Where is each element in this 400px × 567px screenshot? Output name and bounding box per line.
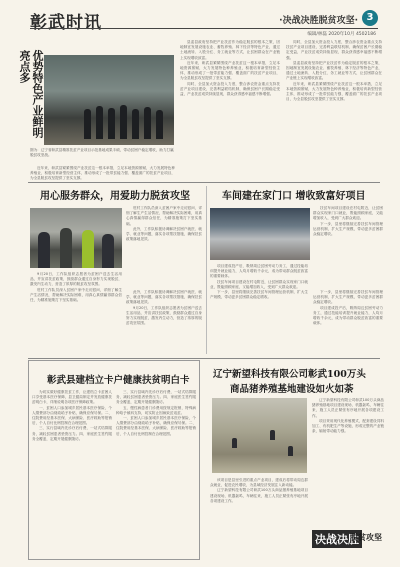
article-d-title-line1: 辽宁新望科技有限公司彰武100万头	[213, 369, 366, 380]
article-b-col3: 下一步，县里将继续完善扶贫车间管理运营机制，扩大生产规模，带动更多贫困群众稳定增收。 项目建成投产后，吸纳周边贫困劳动力务工，通过技能培训提升就业能力，人均月增收千余元，成为带动群众脱贫致富的重要载体。	[313, 290, 383, 326]
section-tag: ·决战决胜脱贫攻坚·	[279, 16, 358, 26]
article-d-col2: 该项目是县里引进的重点产业项目，建成后将带动周边群众就业，促进农民增收，为县域经济发展注入新动能。 辽宁新望科技有限公司彰武100万头商品猪养殖基地项目建设现场，机器轰鸣，车辆往来，施工人员正紧张有序地开展各项建设工作。	[210, 478, 308, 503]
divider-bottom	[28, 358, 380, 359]
footer-stamp: 决战决胜	[312, 530, 362, 548]
article-d-title-line2: 商品猪养殖基地建设如火如荼	[230, 384, 354, 395]
article-d-photo	[212, 398, 307, 473]
header-rule	[30, 28, 378, 29]
top-body-col2: 县委县政府坚持把产业扶贫作为稳定脱贫的根本之策，因地制宜发展设施农业、畜牧养殖、林下经济等特色产业，通过土地流转、入股分红、务工就业等方式，让贫困群众在产业链上实现增收致富。 近年来，彰武县紧紧围绕产业扶贫这一根本举措，立足本地资源禀赋，大力发展特色种养殖业，积极培育新型经营主体，推动形成了一批带贫能力强、覆盖面广的扶贫产业项目，为全县脱贫攻坚提供了坚实支撑。 同时，全县加大资金投入力度，整合涉农资金重点支持扶贫产业项目建设，完善利益联结机制，确保贫困户长期稳定受益，产业扶贫成效持续显现，群众获得感幸福感不断增强。	[180, 40, 280, 97]
article-b-col1: 扶贫车间项目建设在村屯附近，让贫困群众实现家门口就业，既能照顾家庭，又能增加收入，受到广大群众欢迎。 下一步，县里将继续完善扶贫车间管理运营机制，扩大生产规模，带动更多贫困群众稳定增收。	[313, 206, 383, 237]
divider-vertical-mid	[206, 186, 207, 354]
footer-label: 脱贫攻坚	[350, 532, 382, 542]
article-c-title: 彰武县建档立卡户健康扶贫明白卡	[47, 375, 190, 386]
top-body-col1: 近年来，彰武县紧紧围绕产业扶贫这一根本举措，立足本地资源禀赋，大力发展特色种养殖业，积极培育新型经营主体，推动形成了一批带贫能力强、覆盖面广的扶贫产业项目，为全县脱贫攻坚提供了坚实支撑。	[30, 166, 175, 180]
divider-top	[28, 182, 380, 183]
top-photo-caption: 图为：辽宁省彰武县精准扶贫产业项目示范基地成果丰硕，带动贫困户稳定增收，助力打赢脱贫攻坚战。	[30, 148, 174, 157]
page-number-badge: 3	[362, 10, 378, 26]
photo-figures	[84, 103, 164, 139]
article-b-photo	[210, 208, 310, 260]
article-a-col2: 9月20日，工作队组织志愿者为贫困户送去生活用品，并宣讲扶贫政策，鼓励群众通过自身努力实现脱贫，激发内生动力，营造了浓厚的脱贫攻坚氛围。 驻村工作队员深入贫困户家中走访慰问，详细了解生产生活情况，帮助解决实际困难，用真心真情赢得群众信任，为精准施策打下坚实基础。	[30, 272, 122, 303]
top-body-col3: 同时，全县加大资金投入力度，整合涉农资金重点支持扶贫产业项目建设，完善利益联结机制，确保贫困户长期稳定受益，产业扶贫成效持续显现，群众获得感幸福感不断增强。 县委县政府坚持把产业扶贫作为稳定脱贫的根本之策，因地制宜发展设施农业、畜牧养殖、林下经济等特色产业，通过土地流转、入股分红、务工就业等方式，让贫困群众在产业链上实现增收致富。 近年来，彰武县紧紧围绕产业扶贫这一根本举措，立足本地资源禀赋，大力发展特色种养殖业，积极培育新型经营主体，推动形成了一批带贫能力强、覆盖面广的扶贫产业项目，为全县脱贫攻坚提供了坚实支撑。	[286, 40, 382, 102]
article-a-col1: 驻村工作队员深入贫困户家中走访慰问，详细了解生产生活情况，帮助解决实际困难，用真心真情赢得群众信任，为精准施策打下坚实基础。 此外，工作队积极协调解决贫困户就医、就学、就业等问题，落实各项帮扶措施，确保扶贫政策落地见效。	[126, 206, 202, 242]
article-d-col1: 辽宁新望科技有限公司彰武100万头商品猪养殖基地项目建设现场，机器轰鸣，车辆往来，施工人员正紧张有序地开展各项建设工作。 项目采用现代化养殖模式，配套建设饲料加工、有机肥生产等设施，形成完整的产业链条，辐射带动能力强。	[312, 398, 384, 434]
article-b-col2: 项目建成投产后，吸纳周边贫困劳动力务工，通过技能培训提升就业能力，人均月增收千余元，成为带动群众脱贫致富的重要载体。 扶贫车间项目建设在村屯附近，让贫困群众实现家门口就业，既能照顾家庭，又能增加收入，受到广大群众欢迎。 下一步，县里将继续完善扶贫车间管理运营机制，扩大生产规模，带动更多贫困群众稳定增收。	[210, 264, 308, 300]
article-a-col3: 此外，工作队积极协调解决贫困户就医、就学、就业等问题，落实各项帮扶措施，确保扶贫政策落地见效。 9月20日，工作队组织志愿者为贫困户送去生活用品，并宣讲扶贫政策，鼓励群众通过自身努力实现脱贫，激发内生动力，营造了浓厚的脱贫攻坚氛围。	[126, 290, 202, 326]
top-photo	[44, 55, 174, 145]
article-c-col1: 为切实做好健康扶贫工作，让建档立卡贫困人口享受基本医疗保障，县卫健局制定并发放健康扶贫明白卡，详细说明各项医疗保障政策。 一、贫困人口参加城乡居民基本医疗保险，个人缴费部分由财政给予补贴，确保应保尽保。二、住院费用经基本医保、大病保险、医疗救助等报销后，个人自付比例控制在合理范围。 三、实行县域内先诊疗后付费，一站式结算服务，减轻贫困患者垫资压力。四、家庭医生签约服务全覆盖，定期开展健康随访。	[32, 390, 112, 441]
top-vertical-title: 优势特色产业鲜明	[31, 50, 44, 138]
top-vertical-title-2: 亮点多	[18, 50, 31, 83]
article-a-title: 用心服务群众，用爱助力脱贫攻坚	[40, 191, 190, 202]
article-c-col2: 三、实行县域内先诊疗后付费，一站式结算服务，减轻贫困患者垫资压力。四、家庭医生签约服务全覆盖，定期开展健康随访。 五、慢性病患者门诊费用按规定报销，特殊病种给予倾斜支持，切实防止因病致贫返贫。 一、贫困人口参加城乡居民基本医疗保险，个人缴费部分由财政给予补贴，确保应保尽保。二、住院费用经基本医保、大病保险、医疗救助等报销后，个人自付比例控制在合理范围。	[116, 390, 196, 436]
article-a-photo	[30, 208, 122, 268]
masthead: 彰武时讯	[30, 13, 102, 33]
header-subline: 编辑/林磊 2020年10月 4502186	[307, 32, 376, 37]
article-b-title: 车间建在家门口 增收致富好项目	[222, 191, 366, 202]
